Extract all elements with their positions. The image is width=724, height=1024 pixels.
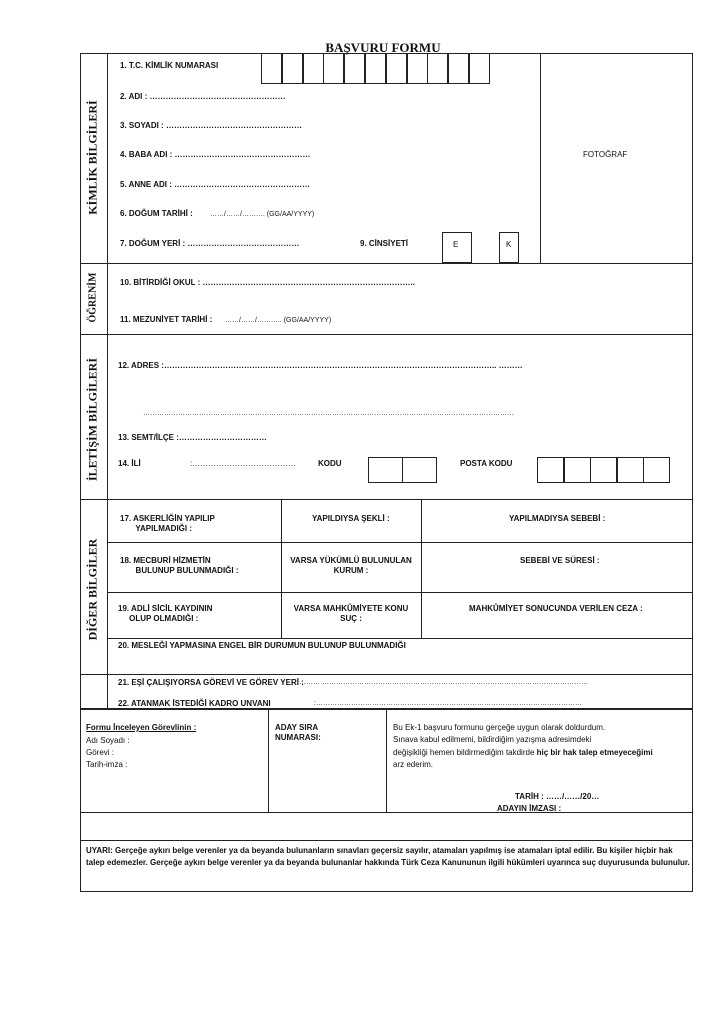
beyan-line-3 [393, 748, 653, 758]
aday-imza-field[interactable]: ADAYIN İMZASI : [497, 804, 562, 813]
tc-digit-box[interactable] [365, 53, 386, 84]
kodu-box-2[interactable] [402, 457, 437, 483]
tc-digit-box[interactable] [344, 53, 365, 84]
adi-field[interactable]: 2. ADI : …………………………………………… [120, 92, 286, 101]
meslek-engel-label: 20. MESLEĞİ YAPMASINA ENGEL BİR DURUMUN BULUNUP BULUNMADIĞI [118, 641, 406, 650]
dogum-yeri-field[interactable]: 7. DOĞUM YERİ : …………………………………… [120, 239, 300, 248]
cinsiyet-label: 9. CİNSİYETİ [360, 239, 409, 248]
beyan-line-1: Bu Ek-1 başvuru formunu gerçeğe uygun olarak doldurdum. [393, 723, 606, 732]
posta-kodu-digit-box[interactable] [643, 457, 670, 483]
inceleyen-label: Formu İnceleyen Görevlinin : [86, 723, 197, 732]
askerlik-sekli-label: YAPILDIYSA ŞEKLİ : [312, 514, 390, 523]
kodu-label: KODU [318, 459, 342, 468]
es-gorev-field[interactable]: ……… …………………………………………………………………………………………………… [299, 679, 588, 686]
beyan-line-2: Sınava kabul edilmemi, bildirdiğim yazışma adresimdeki [393, 735, 592, 744]
soyadi-field[interactable]: 3. SOYADI : …………………………………………… [120, 121, 302, 130]
kadro-unvani-field[interactable]: :…………………………………………………………………………………………………… [314, 700, 582, 707]
adli-sicil-label: 19. ADLİ SİCİL KAYDININ OLUP OLMADIĞI : [118, 604, 213, 623]
posta-kodu-digit-box[interactable] [590, 457, 617, 483]
sebebi-suresi-label: SEBEBİ VE SÜRESİ : [520, 556, 600, 565]
kadro-unvani-label: 22. ATANMAK İSTEDİĞİ KADRO UNVANI [118, 699, 271, 708]
es-gorev-label: 21. EŞİ ÇALIŞIYORSA GÖREVİ VE GÖREV YERİ : [118, 678, 304, 687]
il-label: 14. İLİ [118, 459, 141, 468]
mezuniyet-label: 11. MEZUNİYET TARİHİ : [120, 315, 213, 324]
baba-adi-field[interactable]: 4. BABA ADI : …………………………………………… [120, 150, 311, 159]
aday-sira-label: ADAY SIRA NUMARASI: [275, 723, 321, 742]
semt-field[interactable]: 13. SEMT/İLÇE :…………………………… [118, 433, 267, 442]
posta-kodu-digit-box[interactable] [617, 457, 644, 483]
okul-field[interactable]: 10. BİTİRDİĞİ OKUL : …………………………………………………………………….. [120, 278, 415, 287]
inceleyen-gorevi[interactable]: Görevi : [86, 748, 115, 757]
tc-digit-box[interactable] [303, 53, 324, 84]
adres-field-line2[interactable]: …………………………………………………………………………………………………………………………………………… [143, 410, 514, 417]
il-field[interactable]: :………………………………… [190, 459, 297, 468]
askerlik-sebebi-label: YAPILMADIYSA SEBEBİ : [509, 514, 606, 523]
tc-digit-box[interactable] [427, 53, 448, 84]
tarih-field[interactable]: TARİH : ……/……/20… [515, 792, 600, 801]
tc-digit-box[interactable] [469, 53, 490, 84]
cinsiyet-e-label: E [453, 240, 459, 249]
mahkumiyet-suc-label: VARSA MAHKÛMİYETE KONU SUÇ : [293, 604, 409, 623]
anne-adi-field[interactable]: 5. ANNE ADI : …………………………………………… [120, 180, 311, 189]
posta-kodu-digit-box[interactable] [537, 457, 564, 483]
tc-digit-box[interactable] [261, 53, 282, 84]
tc-label: 1. T.C. KİMLİK NUMARASI [120, 61, 219, 70]
mahkumiyet-ceza-label: MAHKÛMİYET SONUCUNDA VERİLEN CEZA : [469, 604, 643, 613]
section-label-diger: DİĞER BİLGİLER [85, 538, 100, 641]
photo-area-label: FOTOĞRAF [583, 150, 628, 159]
beyan-line-4: arz ederim. [393, 760, 434, 769]
kodu-box-1[interactable] [368, 457, 403, 483]
beyan-line-3-text: değişikliği hemen bildirmediğim takdirde [393, 748, 535, 757]
mecburi-hizmet-label: 18. MECBURİ HİZMETİN BULUNUP BULUNMADIĞI : [120, 556, 239, 575]
tc-digit-box[interactable] [282, 53, 303, 84]
uyari-text: UYARI: Gerçeğe aykırı belge verenler ya da beyanda bulunanların sınavları geçersiz sayılır, atamaları yapılmış ise atamaları iptal edilir. Bu kişiler hiçbir hak talep edemezler. Gerçeğe aykırı belge verenler ya da beyanda bulunanlar hakkında Türk Ceza Kanununun ilgili hükümleri uyarınca suç duyurusunda bulunulur. [86, 846, 690, 867]
section-label-iletisim: İLETİŞİM BİLGİLERİ [85, 357, 100, 482]
tc-digit-box[interactable] [448, 53, 469, 84]
tc-digit-box[interactable] [386, 53, 407, 84]
askerlik-label: 17. ASKERLİĞİN YAPILIP YAPILMADIĞI : [120, 514, 215, 533]
cinsiyet-k-label: K [506, 240, 512, 249]
posta-kodu-digit-box[interactable] [564, 457, 591, 483]
dogum-tarihi-field[interactable]: ……/……/………. (GG/AA/YYYY) [210, 211, 315, 218]
section-label-kimlik: KİMLİK BİLGİLERİ [85, 100, 100, 215]
inceleyen-tarih-imza[interactable]: Tarih-imza : [86, 760, 128, 769]
mezuniyet-field[interactable]: ……/……/……….. (GG/AA/YYYY) [225, 317, 332, 324]
section-label-ogrenim: ÖĞRENİM [87, 272, 99, 323]
tc-digit-box[interactable] [407, 53, 428, 84]
yukumlu-kurum-label: VARSA YÜKÜMLÜ BULUNULAN KURUM : [290, 556, 412, 575]
beyan-line-3-bold: hiç bir hak talep etmeyeceğimi [536, 748, 653, 757]
inceleyen-adsoyad[interactable]: Adı Soyadı : [86, 736, 130, 745]
adres-field[interactable]: 12. ADRES :…………………………………………………………………………………………………………….. ……… [118, 361, 523, 370]
tc-digit-box[interactable] [323, 53, 344, 84]
dogum-tarihi-label: 6. DOĞUM TARİHİ : [120, 209, 193, 218]
posta-kodu-label: POSTA KODU [460, 459, 513, 468]
form-title: BAŞVURU FORMU [325, 40, 441, 55]
